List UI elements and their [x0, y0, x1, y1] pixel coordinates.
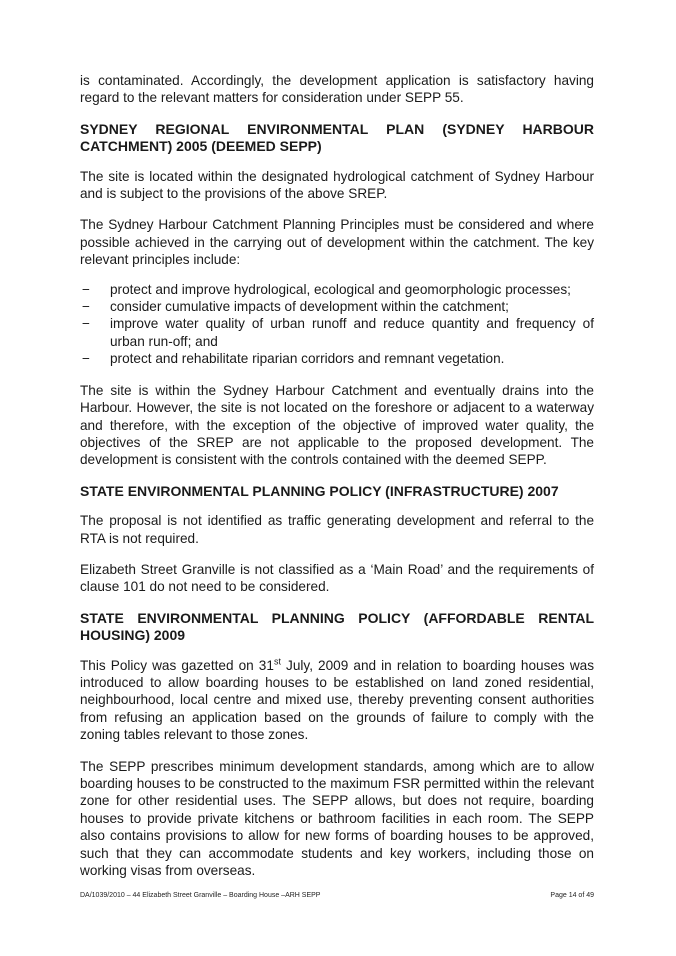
document-page [80, 72, 594, 893]
list-item-text: improve water quality of urban runoff and reduce quantity and frequency of urban run-off; and [110, 316, 594, 349]
ordinal-suffix: st [273, 656, 281, 667]
list-item-text: consider cumulative impacts of development within the catchment; [110, 299, 509, 315]
page-number: Page 14 of 49 [550, 892, 594, 899]
paragraph-text-start: This Policy was gazetted on 31 [80, 657, 274, 673]
paragraph-development-standards: The SEPP prescribes minimum development standards, among which are to allow boarding houses to be constructed to the maximum FSR permitted within the relevant zone for other residential uses. The SEPP allows, but does not require, boarding houses to provide private kitchens or bathroom facilities in each room. The SEPP also contains provisions to allow for new forms of boarding houses to be approved, such that they can accommodate students and key workers, including those on working visas from overseas. [80, 758, 594, 879]
heading-infrastructure-sepp: STATE ENVIRONMENTAL PLANNING POLICY (INFRASTRUCTURE) 2007 [80, 482, 559, 499]
list-item [80, 350, 594, 367]
paragraph-text-end: July, 2009 and in relation to boarding houses was introduced to allow boarding houses to be established on land zoned residential, neighbourhood, local centre and mixed use, thereby preventing consent authorities from refusing an application based on the grounds of failure to comply with the zoning tables relevant to those zones. [80, 657, 594, 743]
list-item [80, 281, 594, 298]
dash-bullet: − [82, 281, 90, 297]
footer-reference: DA/1039/2010 – 44 Elizabeth Street Granville – Boarding House –ARH SEPP [80, 892, 321, 899]
paragraph-traffic: The proposal is not identified as traffic generating development and referral to the RTA is not required. [80, 513, 594, 546]
paragraph-planning-principles: The Sydney Harbour Catchment Planning Principles must be considered and where possible achieved in the carrying out of development within the catchment. The key relevant principles include: [80, 217, 594, 268]
paragraph-main-road: Elizabeth Street Granville is not classified as a ‘Main Road’ and the requirements of clause 101 do not need to be considered. [80, 561, 594, 595]
list-item [80, 298, 594, 315]
paragraph-policy-gazetted [80, 657, 594, 744]
paragraph-harbour-drainage: The site is within the Sydney Harbour Catchment and eventually drains into the Harbour. However, the site is not located on the foreshore or adjacent to a waterway and therefore, with the exception of the objective of improved water quality, the objectives of the SREP are not applicable to the proposed development. The development is consistent with the controls contained with the deemed SEPP. [80, 382, 594, 468]
heading-srep: SYDNEY REGIONAL ENVIRONMENTAL PLAN (SYDNEY HARBOUR CATCHMENT) 2005 (DEEMED SEPP) [80, 120, 594, 155]
list-item-text: protect and rehabilitate riparian corridors and remnant vegetation. [110, 351, 505, 367]
page-footer [80, 891, 594, 900]
dash-bullet: − [82, 351, 90, 367]
list-item-text: protect and improve hydrological, ecological and geomorphologic processes; [110, 281, 571, 297]
principles-list [80, 281, 594, 368]
heading-arh-sepp: STATE ENVIRONMENTAL PLANNING POLICY (AFFORDABLE RENTAL HOUSING) 2009 [80, 609, 594, 644]
dash-bullet: − [82, 299, 90, 315]
paragraph-catchment-location: The site is located within the designated hydrological catchment of Sydney Harbour and is subject to the provisions of the above SREP. [80, 168, 594, 202]
paragraph-contamination: is contaminated. Accordingly, the development application is satisfactory having regard to the relevant matters for consideration under SEPP 55. [80, 73, 594, 106]
list-item [80, 315, 594, 350]
dash-bullet: − [82, 316, 90, 332]
